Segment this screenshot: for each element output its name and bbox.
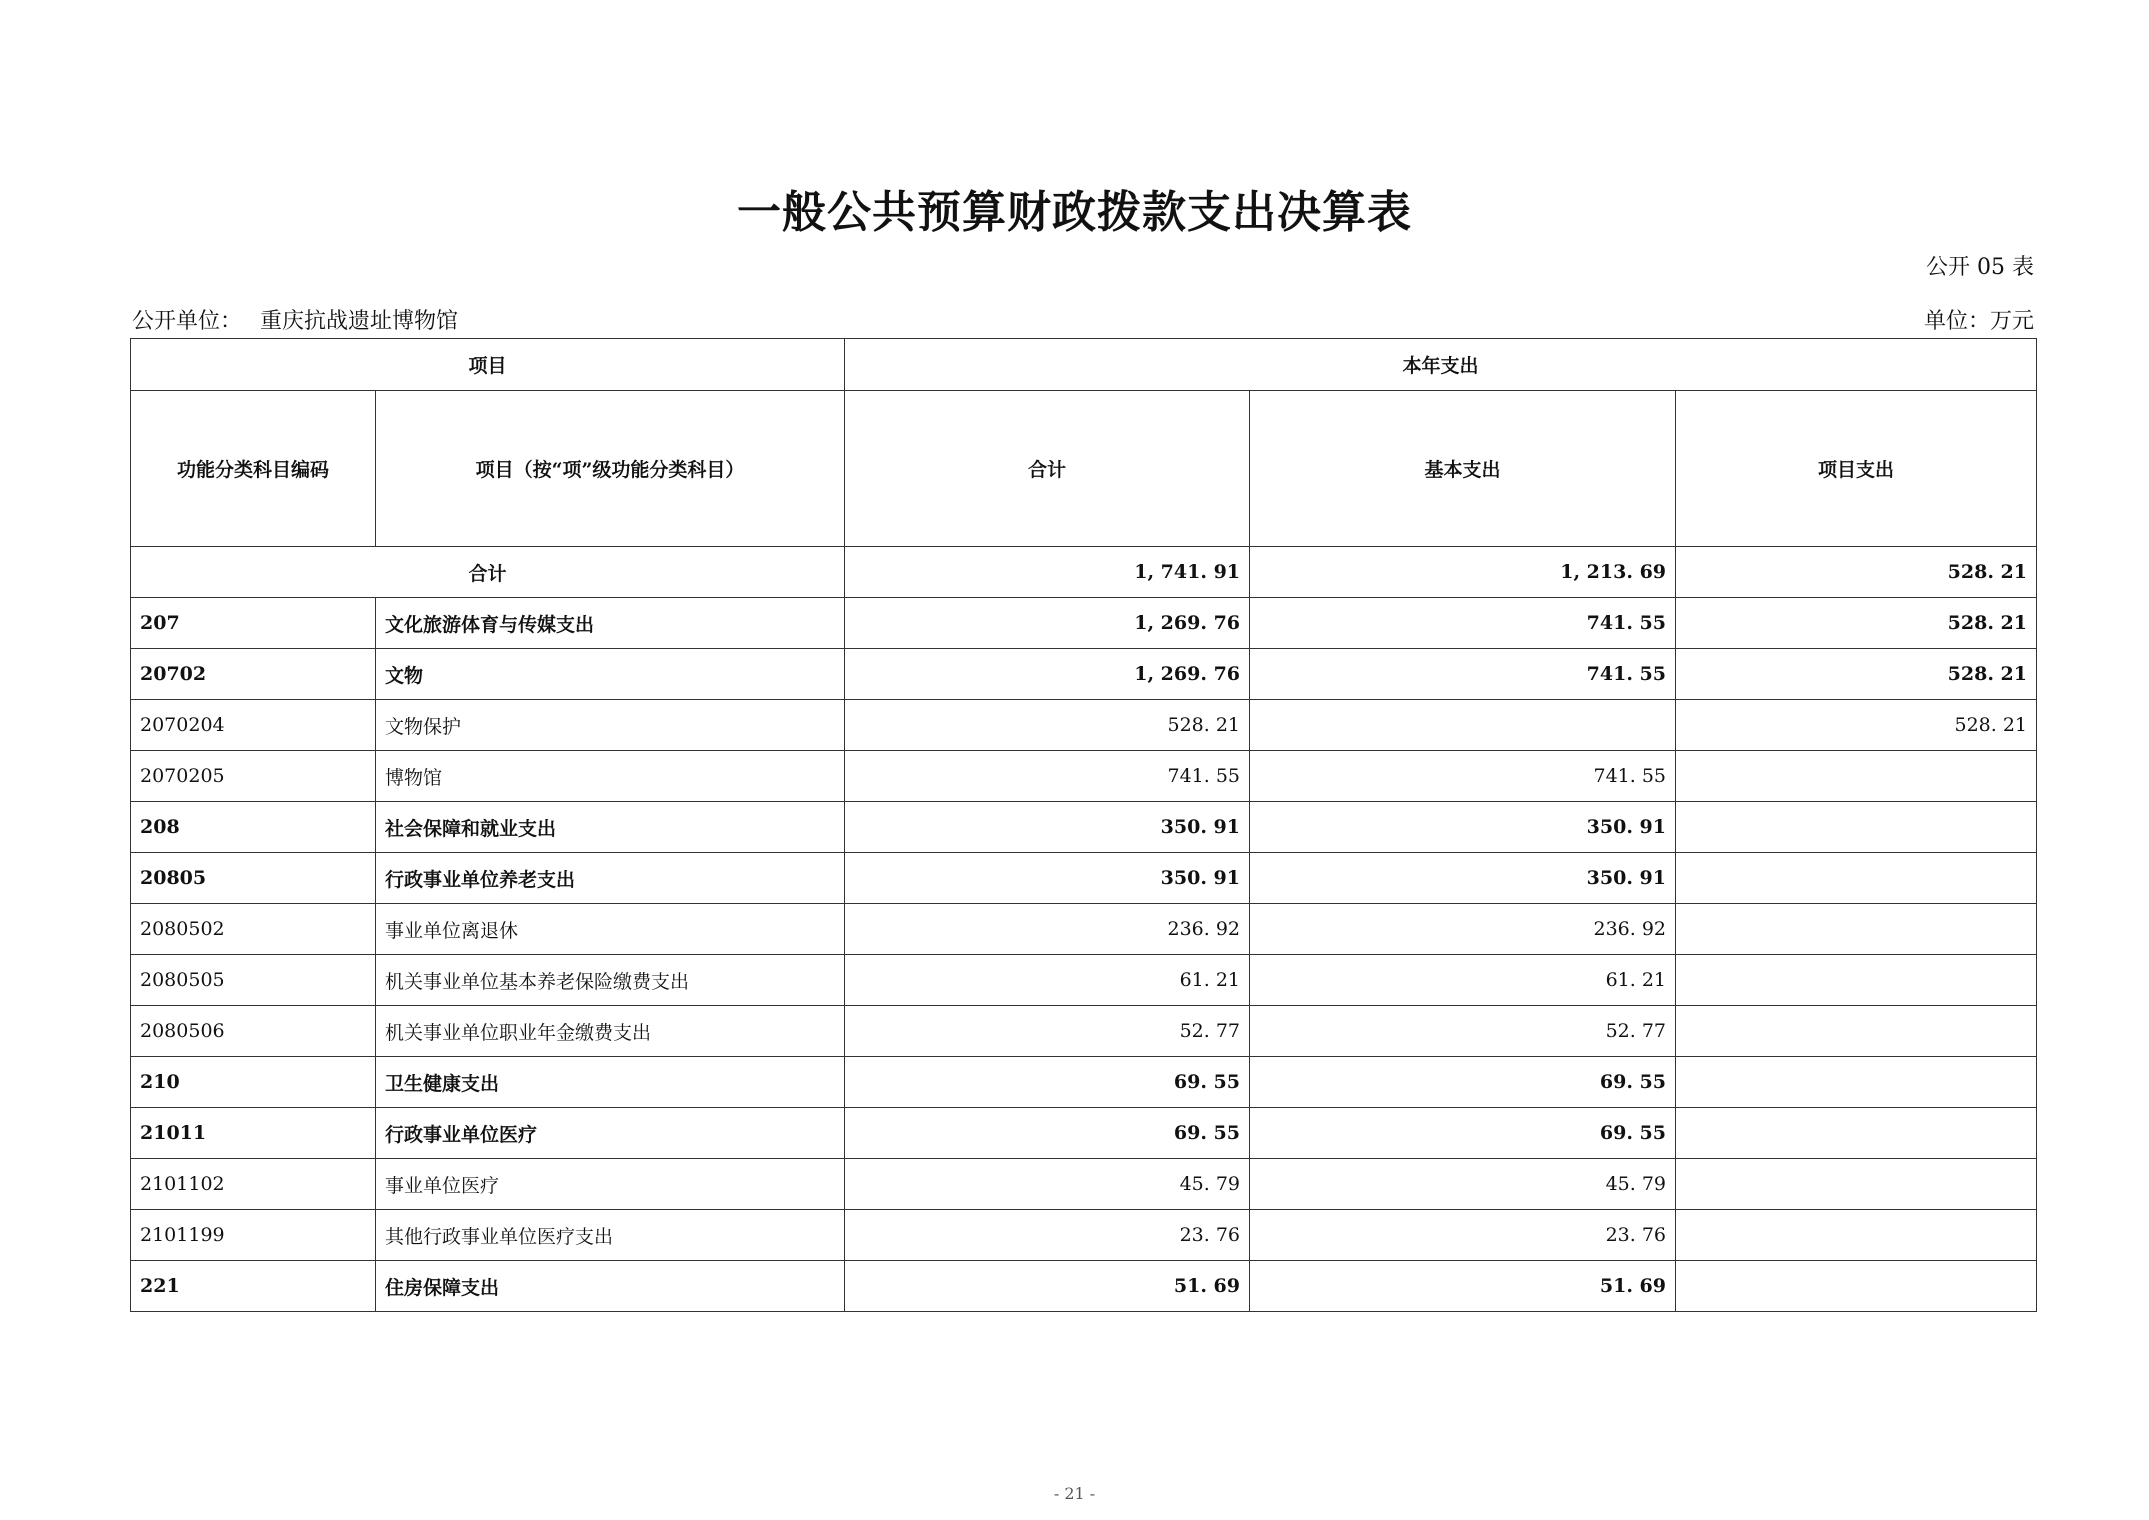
table-row: [131, 955, 2037, 1006]
header-project: 项目支出: [1676, 391, 2037, 547]
cell-name: 文物保护: [376, 700, 845, 751]
cell-name: 博物馆: [376, 751, 845, 802]
reporting-unit: [132, 304, 458, 335]
cell-basic: 61. 21: [1250, 955, 1676, 1006]
cell-project: [1676, 1108, 2037, 1159]
header-total: 合计: [845, 391, 1250, 547]
page-number: - 21 -: [1053, 1484, 1096, 1503]
cell-total: 1, 269. 76: [845, 598, 1250, 649]
cell-project: [1676, 751, 2037, 802]
cell-code: 221: [131, 1261, 376, 1312]
cell-code: 2080506: [131, 1006, 376, 1057]
total-row: [131, 547, 2037, 598]
cell-total: 51. 69: [845, 1261, 1250, 1312]
cell-name: 其他行政事业单位医疗支出: [376, 1210, 845, 1261]
cell-basic: [1250, 700, 1676, 751]
cell-project: [1676, 853, 2037, 904]
cell-project: [1676, 1261, 2037, 1312]
total-sum: 1, 741. 91: [845, 547, 1250, 598]
header-name: 项目（按“项”级功能分类科目）: [376, 391, 845, 547]
cell-project: 528. 21: [1676, 649, 2037, 700]
header-code: 功能分类科目编码: [131, 391, 376, 547]
cell-basic: 69. 55: [1250, 1108, 1676, 1159]
cell-total: 23. 76: [845, 1210, 1250, 1261]
cell-basic: 350. 91: [1250, 853, 1676, 904]
cell-code: 21011: [131, 1108, 376, 1159]
cell-basic: 741. 55: [1250, 598, 1676, 649]
cell-name: 文物: [376, 649, 845, 700]
cell-total: 741. 55: [845, 751, 1250, 802]
cell-name: 行政事业单位医疗: [376, 1108, 845, 1159]
cell-total: 61. 21: [845, 955, 1250, 1006]
header-basic: 基本支出: [1250, 391, 1676, 547]
cell-code: 2070204: [131, 700, 376, 751]
cell-total: 45. 79: [845, 1159, 1250, 1210]
cell-code: 2101102: [131, 1159, 376, 1210]
cell-basic: 52. 77: [1250, 1006, 1676, 1057]
currency-unit: 单位：万元: [1923, 309, 2034, 334]
form-number: 公开 05 表: [1926, 255, 2034, 280]
cell-project: 528. 21: [1676, 700, 2037, 751]
page-title: 一般公共预算财政拨款支出决算表: [737, 187, 1412, 238]
group-header-row: [131, 339, 2037, 391]
total-basic: 1, 213. 69: [1250, 547, 1676, 598]
cell-total: 350. 91: [845, 802, 1250, 853]
cell-basic: 741. 55: [1250, 751, 1676, 802]
cell-name: 事业单位离退休: [376, 904, 845, 955]
cell-name: 机关事业单位职业年金缴费支出: [376, 1006, 845, 1057]
cell-project: [1676, 802, 2037, 853]
reporting-unit-label: 公开单位：: [132, 309, 243, 334]
cell-name: 卫生健康支出: [376, 1057, 845, 1108]
cell-total: 69. 55: [845, 1108, 1250, 1159]
cell-total: 236. 92: [845, 904, 1250, 955]
cell-basic: 69. 55: [1250, 1057, 1676, 1108]
group-header-current-year: 本年支出: [845, 339, 2037, 391]
cell-code: 2080505: [131, 955, 376, 1006]
cell-project: [1676, 904, 2037, 955]
cell-project: [1676, 955, 2037, 1006]
table-row: [131, 700, 2037, 751]
cell-total: 350. 91: [845, 853, 1250, 904]
table-row: [131, 904, 2037, 955]
table-row: [131, 598, 2037, 649]
reporting-unit-name: 重庆抗战遗址博物馆: [260, 309, 459, 334]
cell-code: 20702: [131, 649, 376, 700]
cell-code: 208: [131, 802, 376, 853]
cell-name: 社会保障和就业支出: [376, 802, 845, 853]
cell-name: 机关事业单位基本养老保险缴费支出: [376, 955, 845, 1006]
table-row: [131, 1261, 2037, 1312]
table-row: [131, 1108, 2037, 1159]
total-project: 528. 21: [1676, 547, 2037, 598]
table-row: [131, 1159, 2037, 1210]
cell-name: 文化旅游体育与传媒支出: [376, 598, 845, 649]
cell-project: [1676, 1159, 2037, 1210]
table-row: [131, 649, 2037, 700]
cell-basic: 23. 76: [1250, 1210, 1676, 1261]
table-row: [131, 802, 2037, 853]
cell-basic: 236. 92: [1250, 904, 1676, 955]
cell-code: 2101199: [131, 1210, 376, 1261]
cell-basic: 741. 55: [1250, 649, 1676, 700]
cell-total: 528. 21: [845, 700, 1250, 751]
table-body: [131, 339, 2037, 1312]
cell-name: 事业单位医疗: [376, 1159, 845, 1210]
column-header-row: [131, 391, 2037, 547]
cell-name: 行政事业单位养老支出: [376, 853, 845, 904]
cell-basic: 350. 91: [1250, 802, 1676, 853]
cell-project: [1676, 1210, 2037, 1261]
table-row: [131, 1006, 2037, 1057]
expenditure-table: [130, 338, 2037, 1312]
cell-project: [1676, 1057, 2037, 1108]
cell-code: 20805: [131, 853, 376, 904]
table-row: [131, 751, 2037, 802]
cell-code: 210: [131, 1057, 376, 1108]
cell-total: 52. 77: [845, 1006, 1250, 1057]
table-row: [131, 1057, 2037, 1108]
cell-project: 528. 21: [1676, 598, 2037, 649]
cell-total: 69. 55: [845, 1057, 1250, 1108]
cell-basic: 51. 69: [1250, 1261, 1676, 1312]
group-header-item: 项目: [131, 339, 845, 391]
total-label: 合计: [131, 547, 845, 598]
cell-code: 2080502: [131, 904, 376, 955]
cell-code: 207: [131, 598, 376, 649]
table-row: [131, 1210, 2037, 1261]
cell-total: 1, 269. 76: [845, 649, 1250, 700]
cell-project: [1676, 1006, 2037, 1057]
cell-basic: 45. 79: [1250, 1159, 1676, 1210]
cell-name: 住房保障支出: [376, 1261, 845, 1312]
table-row: [131, 853, 2037, 904]
cell-code: 2070205: [131, 751, 376, 802]
